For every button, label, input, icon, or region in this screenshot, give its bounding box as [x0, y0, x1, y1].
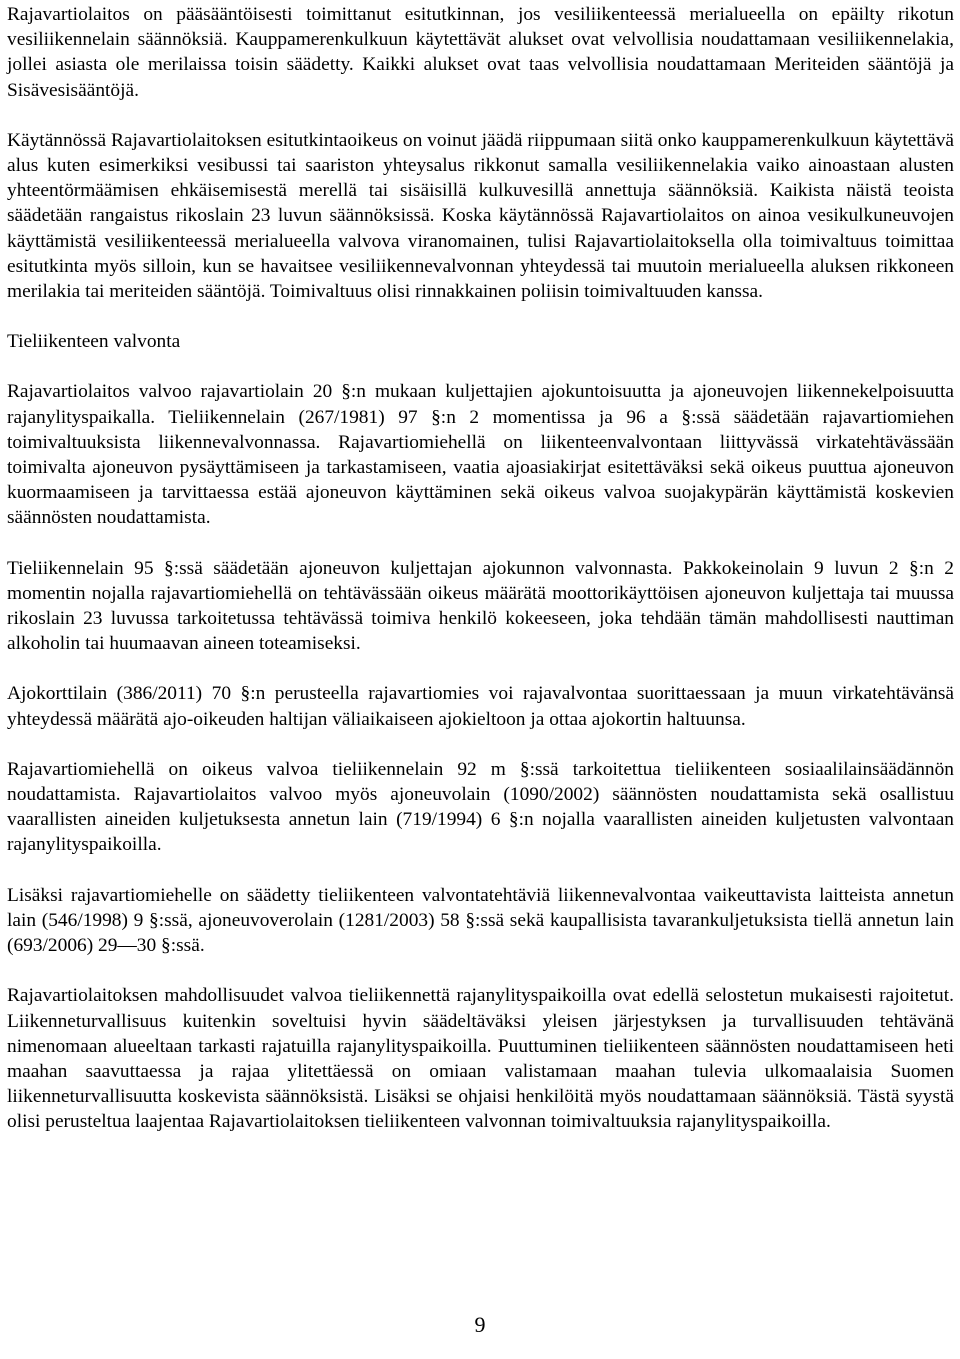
page-number: 9 — [474, 1312, 486, 1337]
paragraph-7: Lisäksi rajavartiomiehelle on säädetty tieliikenteen valvontatehtäviä liikennevalvontaa vaikeuttavista laitteista annetun lain (546/1998) 9 §:ssä, ajoneuvoverolain (1281/2003) 58 §:ssä sekä kaupallisista tavarankuljetuksista tiellä annetun lain (693/2006) 29—30 §:ssä. — [7, 884, 954, 957]
paragraph-8: Rajavartiolaitoksen mahdollisuudet valvoa tieliikennettä rajanylityspaikoilla ovat edellä selostetun mukaisesti rajoitetut. Liikenneturvallisuus kuitenkin soveltuisi hyvin säädeltäväksi yleisen järjestyksen ja turvallisuuden tehtävänä nimenomaan alueeltaan tarkasti rajatuilla rajanylityspaikoilla. Puuttuminen tieliikenteen säännösten noudattamiseen heti maahan saavuttaessa ja rajaa ylitettäessä on omiaan valistamaan maahan tulevia ulkomaalaisia Suomen liikenneturvallisuutta koskevista säännöksistä. Lisäksi se ohjaisi henkilöitä myös noudattamaan säännöksiä. Tästä syystä olisi perusteltua laajentaa Rajavartiolaitoksen tieliikenteen valvonnan toimivaltuuksia rajanylityspaikoilla. — [7, 985, 954, 1133]
paragraph-6: Rajavartiomiehellä on oikeus valvoa tieliikennelain 92 m §:ssä tarkoitettua tieliikenteen sosiaalilainsäädännön noudattamista. Rajavartiolaitos valvoo myös ajoneuvolain (1090/2002) säännösten noudattamista sekä osallistuu vaarallisten aineiden kuljetuksesta annetun lain (719/1994) 6 §:n nojalla vaarallisten aineiden kuljetusten valvontaan rajanylityspaikoilla. — [7, 758, 954, 856]
paragraph-3: Rajavartiolaitos valvoo rajavartiolain 20 §:n mukaan kuljettajien ajokuntoisuutta ja ajoneuvojen liikennekelpoisuutta rajanylityspaikalla. Tieliikennelain (267/1981) 97 §:n 2 momentissa ja 96 a §:ssä säädetään rajavartiomiehen toimivaltuuksista liikennevalvonnassa. Rajavartiomiehellä on liikenteenvalvontaan liittyvässä virkatehtävässään toimivalta ajoneuvon pysäyttämiseen ja tarkastamiseen, vaatia ajoasiakirjat esitettäväksi sekä oikeus puuttua ajoneuvon kuormaamiseen ja tarvittaessa estää ajoneuvon käyttäminen sekä oikeus valvoa suojakypärän käyttämistä koskevien säännösten noudattamista. — [7, 381, 954, 529]
paragraph-4: Tieliikennelain 95 §:ssä säädetään ajoneuvon kuljettajan ajokunnon valvonnasta. Pakkokeinolain 9 luvun 2 §:n 2 momentin nojalla rajavartiomiehellä on tehtävässään oikeus määrätä moottorikäyttöisen ajoneuvon kuljettaja tai muussa rikoslain 23 luvussa tarkoitetussa tehtävässä toimiva henkilö kokeeseen, joka tehdään tämän mahdollisesti nauttiman alkoholin tai huumaavan aineen toteamiseksi. — [7, 557, 954, 655]
section-heading: Tieliikenteen valvonta — [7, 331, 181, 353]
paragraph-5: Ajokorttilain (386/2011) 70 §:n perusteella rajavartiomies voi rajavalvontaa suorittaessaan ja muun virkatehtävänsä yhteydessä määrätä ajo-oikeuden haltijan väliaikaiseen ajokieltoon ja ottaa ajokortin haltuunsa. — [7, 683, 954, 730]
document-page — [7, 2, 954, 1135]
paragraph-1: Rajavartiolaitos on pääsääntöisesti toimittanut esitutkinnan, jos vesiliikenteessä merialueella on epäilty rikotun vesiliikennelain säännöksiä. Kauppamerenkulkuun käytettävät alukset ovat velvollisia noudattamaan vesiliikennelakia, jollei asiasta ole merilaissa toisin säädetty. Kaikki alukset ovat taas velvollisia noudattamaan Meriteiden sääntöjä ja Sisävesisääntöjä. — [7, 4, 954, 101]
paragraph-2: Käytännössä Rajavartiolaitoksen esitutkintaoikeus on voinut jäädä riippumaan siitä onko kauppamerenkulkuun käytettävä alus kuten esimerkiksi vesibussi tai saariston yhteysalus rikkonut samalla vesiliikennelakia vaiko ainoastaan alusten yhteentörmäämisen ehkäisemisestä merellä tai sisäisillä kulkuvesillä annettuja säännöksiä. Kaikista näistä teoista säädetään rangaistus rikoslain 23 luvun säännöksissä. Koska käytännössä Rajavartiolaitos on ainoa vesikulkuneuvojen käyttämistä vesiliikenteessä merialueella valvova viranomainen, tulisi Rajavartiolaitoksella olla toimivaltuus toimittaa esitutkinta myös silloin, kun se havaitsee vesiliikennevalvonnan yhteydessä tai muutoin merialueella aluksen rikkoneen merilakia tai meriteiden sääntöjä. Toimivaltuus olisi rinnakkainen poliisin toimivaltuuden kanssa. — [7, 129, 954, 303]
